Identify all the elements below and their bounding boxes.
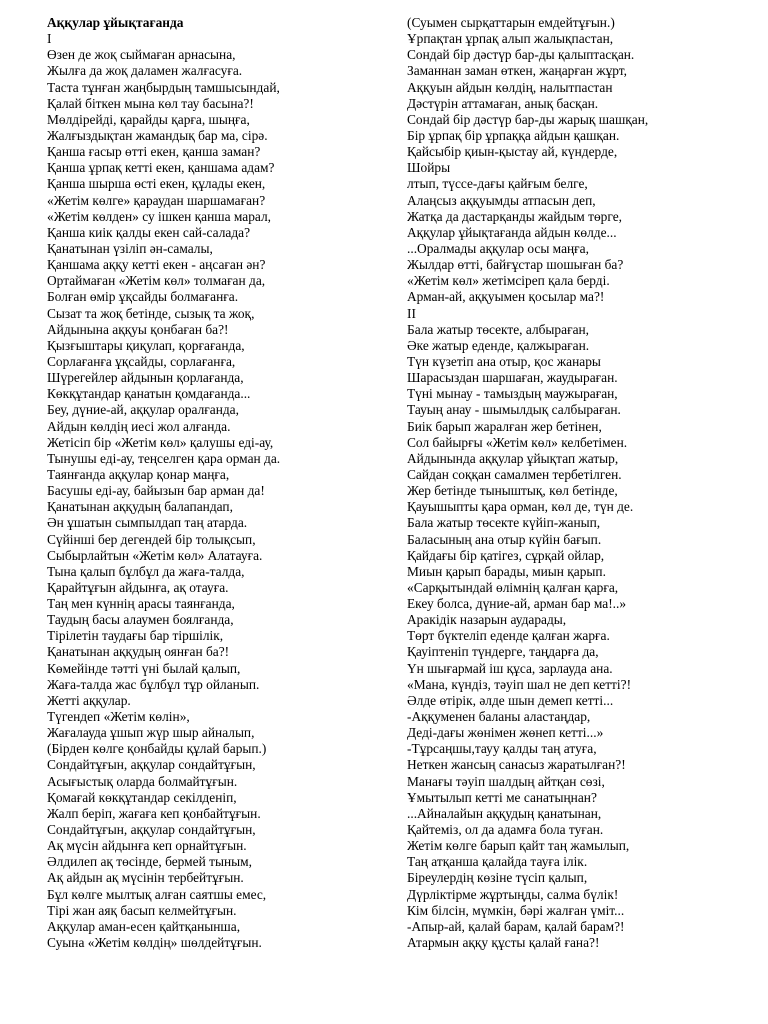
poem-line: Тірі жан аяқ басып келмейтұғын.	[47, 902, 237, 918]
poem-line: Жылға да жоқ даламен жалғасуға.	[47, 63, 243, 79]
poem-line: Дүрліктірме жұртыңды, салма бүлік!	[407, 886, 619, 902]
poem-line: Баласының ана отыр күйін бағып.	[407, 531, 602, 547]
poem-line: Қауышыпты қара орман, көл де, түн де.	[407, 499, 634, 515]
poem-line: Төрт бүктеліп еденде қалған жарға.	[407, 628, 610, 644]
poem-line: Қайдағы бір қатігез, сұрқай ойлар,	[407, 547, 605, 563]
poem-line: Таң атқанша қалайда тауға ілік.	[407, 854, 588, 870]
poem-line: Қызғыштары қиқулап, қорғағанда,	[47, 337, 245, 353]
poem-line: Бір ұрпақ бір ұрпаққа айдын қашқан.	[407, 127, 620, 143]
poem-line: Бала жатыр төсекте, албыраған,	[407, 321, 590, 337]
poem-line: Аракідік назарын аударады,	[407, 612, 567, 628]
left-column	[47, 15, 387, 951]
poem-line: Қанатынан үзіліп ән-самалы,	[47, 240, 213, 256]
poem-line: Асығыстық оларда болмайтұғын.	[47, 773, 238, 789]
poem-line: Сайдан соққан самалмен тербетілген.	[407, 466, 622, 482]
poem-line: Арман-ай, аққуымен қосылар ма?!	[407, 289, 605, 305]
poem-line: ...Айналайын аққудың қанатынан,	[407, 805, 602, 821]
poem-line: «Жетім көлге» қараудан шаршамаған?	[47, 192, 266, 208]
poem-line: Қанша ғасыр өтті екен, қанша заман?	[47, 144, 261, 160]
poem-line: Қайсыбір қиын-қыстау ай, күндерде,	[407, 144, 618, 160]
poem-line: Ұрпақтан ұрпақ алып жалықпастан,	[407, 31, 614, 47]
poem-line: Сондай бір дәстүр бар-ды жарық шашқан,	[407, 111, 649, 127]
poem-line: Қайтеміз, ол да адамға бола туған.	[407, 822, 604, 838]
poem-line: Беу, дүние-ай, аққулар оралғанда,	[47, 402, 239, 418]
poem-line: Миын қарып барады, миын қарып.	[407, 563, 606, 579]
poem-line: Әлде өтірік, әлде шын демеп кетті...	[407, 692, 614, 708]
poem-line: Биік барып жаралған жер бетінен,	[407, 418, 602, 434]
poem-line: Аққулар аман-есен қайтқанынша,	[47, 918, 241, 934]
poem-line: Айдын көлдің иесі жол алғанда.	[47, 418, 231, 434]
poem-line: Қаншама аққу кетті екен - аңсаған ән?	[47, 257, 266, 273]
poem-line: Заманнан заман өткен, жаңарған жұрт,	[407, 63, 627, 79]
poem-line: «Жетім көл» жетімсіреп қала берді.	[407, 273, 610, 289]
poem-line: Қомағай көкқұтандар секілденіп,	[47, 789, 237, 805]
poem-line: Атармын аққу құсты қалай ғана?!	[407, 935, 600, 951]
poem-line: Таң мен күннің арасы таянғанда,	[47, 596, 235, 612]
poem-line: Бұл көлге мылтық алған саятшы емес,	[47, 886, 267, 902]
poem-line: Сол байырғы «Жетім көл» келбетімен.	[407, 434, 628, 450]
poem-line: Деді-дағы жөнімен жөнеп кетті...»	[407, 725, 604, 741]
poem-line: Қауіптеніп түндерге, таңдарға да,	[407, 644, 599, 660]
poem-line: ...Оралмады аққулар осы маңға,	[407, 240, 589, 256]
poem-line: Жалғыздықтан жамандық бар ма, сірә.	[47, 127, 268, 143]
poem-line: Манағы тәуіп шалдың айтқан сөзі,	[407, 773, 605, 789]
poem-line: Қанатынан аққудың балапандап,	[47, 499, 233, 515]
poem-line: Аққуын айдын көлдің, налытпастан	[407, 79, 613, 95]
poem-line: II	[407, 305, 416, 321]
document-title: Аққулар ұйықтағанда	[47, 15, 184, 30]
poem-line: Біреулердің көзіне түсіп қалып,	[407, 870, 588, 886]
poem-line: Таудың басы алаумен боялғанда,	[47, 612, 234, 628]
poem-line: Айдынында аққулар ұйықтап жатыр,	[407, 450, 619, 466]
poem-line: Әлдилеп ақ төсінде, бермей тыным,	[47, 854, 252, 870]
poem-line: Тауың анау - шымылдық салбыраған.	[407, 402, 621, 418]
poem-line: Көкқұтандар қанатын қомдағанда...	[47, 386, 251, 402]
poem-line: Екеу болса, дүние-ай, арман бар ма!..»	[407, 596, 627, 612]
poem-line: Сыбырлайтын «Жетім көл» Алатауға.	[47, 547, 263, 563]
poem-line: Жаға-талда жас бұлбұл тұр ойланып.	[47, 676, 260, 692]
poem-line: Сүйінші бер дегендей бір толықсып,	[47, 531, 256, 547]
poem-line: Қанша шырша өсті екен, құлады екен,	[47, 176, 266, 192]
poem-line: Айдынына аққуы қонбаған ба?!	[47, 321, 229, 337]
poem-line: Түні мынау - тамыздың мауж​ыраған,	[407, 386, 618, 402]
poem-line: Сондайтұғын, аққулар сондайтұғын,	[47, 757, 256, 773]
poem-line: Жетті аққулар.	[47, 692, 131, 708]
poem-line: -Тұрсаңшы,тауу қалды таң атуға,	[407, 741, 597, 757]
poem-line: «Жетім көлден» су ішкен қанша марал,	[47, 208, 271, 224]
poem-line: Жетісіп бір «Жетім көл» қалушы еді-ау,	[47, 434, 274, 450]
poem-line: Жатқа да дастарқанды жайдым төрге,	[407, 208, 622, 224]
poem-line: Ақ мүсін айдынға кеп орнайтұғын.	[47, 838, 247, 854]
poem-line: Бала жатыр төсекте күйіп-жанып,	[407, 515, 601, 531]
poem-line: Шойры	[407, 160, 451, 176]
poem-line: Қарайтұғын айдынға, ақ отауға.	[47, 579, 229, 595]
poem-line: Сорлағанға ұқсайды, сорлағанға,	[47, 353, 236, 369]
poem-line: Мөлдірейді, қарайды қарға, шыңға,	[47, 111, 250, 127]
poem-line: Өзен де жоқ сыймаған арнасына,	[47, 47, 236, 63]
poem-line: Жер бетінде тыныштық, көл бетінде,	[407, 483, 618, 499]
poem-line: Алаңсыз аққуымды атпасын деп,	[407, 192, 596, 208]
poem-line: Дәстүрін аттамаған, анық басқан.	[407, 95, 599, 111]
poem-line: Шүрегейлер айдынын қорлағанда,	[47, 370, 244, 386]
poem-line: I	[47, 31, 52, 47]
poem-line: Қанша ұрпақ кетті екен, қаншама адам?	[47, 160, 275, 176]
poem-line: Ұмытылып кетті ме санатыңнан?	[407, 789, 597, 805]
poem-line: Жылдар өтті, байғұстар шошыған ба?	[407, 257, 624, 273]
poem-line: Суына «Жетім көлдің» шөлдейтұғын.	[47, 935, 262, 951]
poem-line: Көмейінде тәтті үні былай қалып,	[47, 660, 241, 676]
poem-line: Тірілетін таудағы бар тіршілік,	[47, 628, 224, 644]
poem-line: Таянғанда аққулар қонар маңға,	[47, 466, 230, 482]
poem-line: Тына қалып бұлбұл да жаға-талда,	[47, 563, 245, 579]
poem-line: -Аққуменен баланы аластаңдар,	[407, 709, 591, 725]
poem-line: Ақ айдын ақ мүсінін тербейтұғын.	[47, 870, 244, 886]
poem-line: Түн күзетіп ана отыр, қос жанары	[407, 353, 601, 369]
poem-line: Түгендеп «Жетім көлін»,	[47, 709, 190, 725]
poem-line: Сондай бір дәстүр бар-ды қалыптасқан.	[407, 47, 635, 63]
poem-line: Аққулар ұйықтағанда айдын көлде...	[407, 224, 617, 240]
poem-line: Жалп беріп, жағаға кеп қонбайтұғын.	[47, 805, 261, 821]
poem-line: Қалай біткен мына көл тау басына?!	[47, 95, 254, 111]
poem-line: (Бірден көлге қонбайды құлай барып.)	[47, 741, 267, 757]
right-column-lines	[407, 15, 752, 951]
left-column-lines	[47, 31, 387, 951]
poem-line: «Мана, күндіз, тәуіп шал не деп кетті?!	[407, 676, 632, 692]
poem-line: Сондайтұғын, аққулар сондайтұғын,	[47, 822, 256, 838]
poem-line: Қанша киік қалды екен сай-салада?	[47, 224, 251, 240]
poem-line: Шарасыздан шаршаған, жаудыраған.	[407, 370, 618, 386]
poem-line: Әке жатыр еденде, қалжыраған.	[407, 337, 590, 353]
poem-line: (Суымен сырқаттарын емдейтұғын.)	[407, 15, 615, 30]
right-column	[407, 15, 752, 951]
poem-line: Таста тұнған жаңбырдың тамшысындай,	[47, 79, 280, 95]
poem-line: Ән ұшатын сымпылдап таң атарда.	[47, 515, 248, 531]
poem-line: Басушы еді-ау, байызын бар арман да!	[47, 483, 265, 499]
poem-line: Жетім көлге барып қайт таң жамылып,	[407, 838, 630, 854]
poem-line: Неткен жансың санасыз жаратылған?!	[407, 757, 626, 773]
poem-line: Тынушы еді-ау, теңселген қара орман да.	[47, 450, 281, 466]
poem-line: Үн шығармай іш құса, зарлауда ана.	[407, 660, 613, 676]
poem-line: Болған өмір ұқсайды болмағанға.	[47, 289, 239, 305]
poem-line: Ортаймаған «Жетім көл» толмаған да,	[47, 273, 266, 289]
poem-line: -Апыр-ай, қалай барам, қалай барам?!	[407, 918, 625, 934]
poem-line: «Сарқытындай өлімнің қалған қарға,	[407, 579, 619, 595]
poem-line: Қанатынан аққудың оянған ба?!	[47, 644, 230, 660]
poem-line: лтып, түссе-дағы қайғым белге,	[407, 176, 588, 192]
poem-line: Жағалауда ұшып жүр шыр айналып,	[47, 725, 255, 741]
poem-line: Кім білсін, мүмкін, бәрі жалған үміт...	[407, 902, 625, 918]
poem-line: Сызат та жоқ бетінде, сызық та жоқ,	[47, 305, 255, 321]
